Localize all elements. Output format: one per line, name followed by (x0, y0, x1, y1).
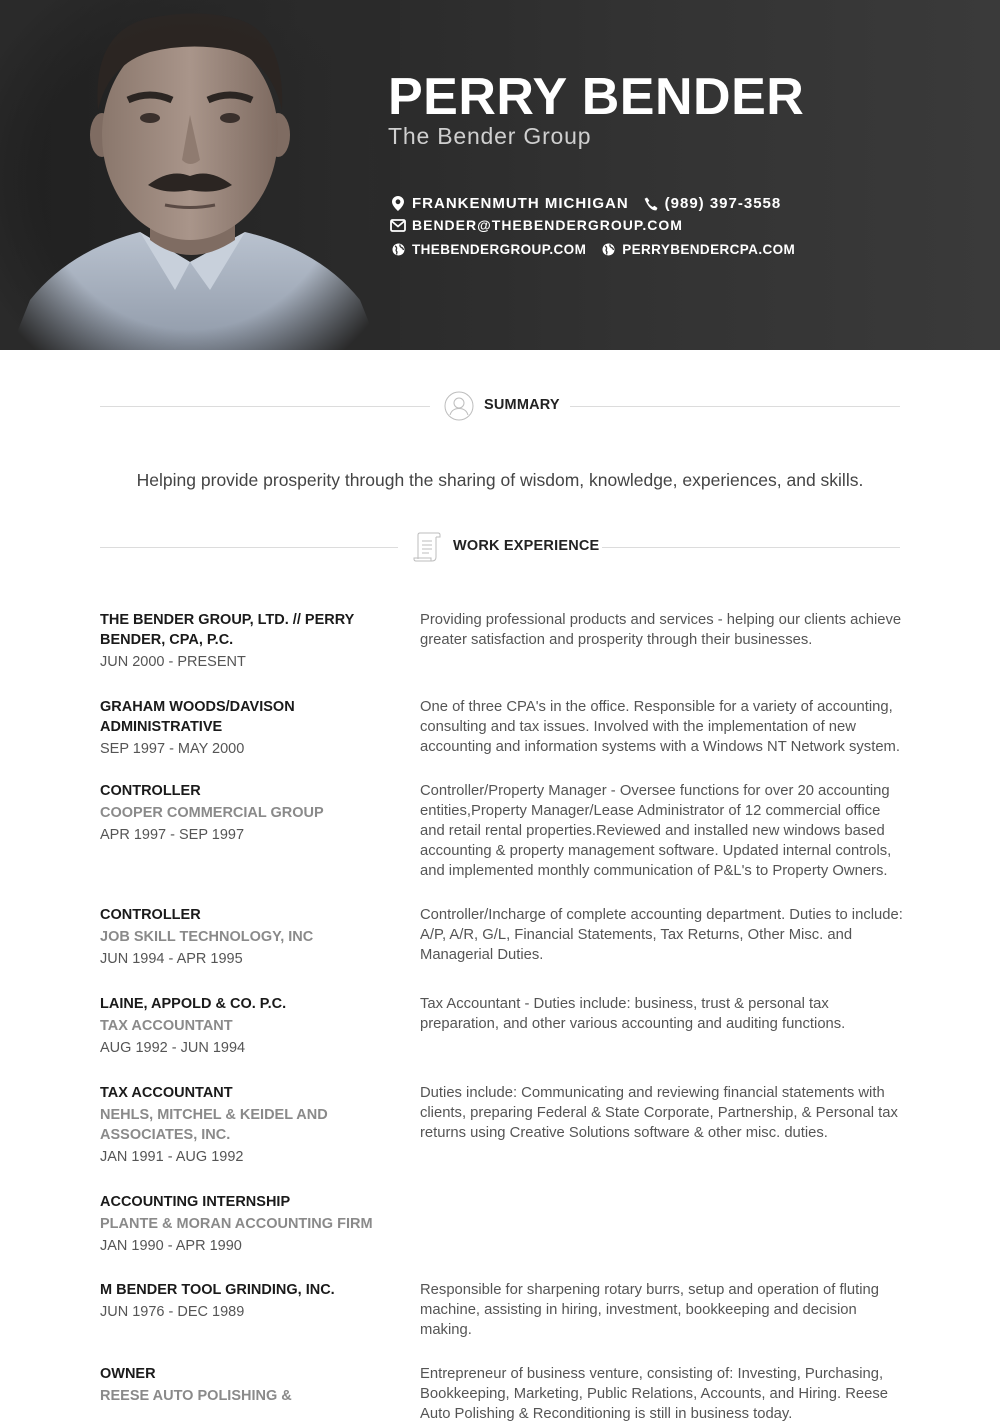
job-company: COOPER COMMERCIAL GROUP (100, 805, 324, 821)
divider-right (570, 406, 900, 407)
job-employer: LAINE, APPOLD & CO. P.C. (100, 996, 287, 1012)
job-title: OWNER (100, 1366, 156, 1382)
job-title: ACCOUNTING INTERNSHIP (100, 1194, 291, 1210)
website-link-2[interactable]: PERRYBENDERCPA.COM (622, 241, 796, 257)
job-employer: M BENDER TOOL GRINDING, INC. (100, 1282, 335, 1298)
user-icon (444, 391, 474, 421)
divider-right (602, 547, 900, 548)
profile-photo (0, 0, 400, 350)
job-description: Providing professional products and services - helping our clients achieve greater satisfaction and prosperity through their businesses. (420, 612, 902, 648)
job-title: CONTROLLER (100, 907, 201, 923)
contact-row-location-phone (390, 195, 781, 212)
job-description: One of three CPA's in the office. Responsible for a variety of accounting, consulting and tax issues. Involved with the implementation of new accounting and information systems with a Windows NT Network system. (420, 699, 900, 755)
job-dates: AUG 1992 - JUN 1994 (100, 1040, 246, 1056)
candidate-name: PERRY BENDER (388, 68, 805, 126)
envelope-icon (390, 217, 406, 233)
job-dates: JUN 2000 - PRESENT (100, 654, 246, 670)
job-dates: JUN 1994 - APR 1995 (100, 951, 243, 967)
map-pin-icon (390, 196, 406, 212)
website-link-1[interactable]: THEBENDERGROUP.COM (412, 241, 587, 257)
job-position: TAX ACCOUNTANT (100, 1018, 233, 1034)
divider-left (100, 547, 398, 548)
company-name: The Bender Group (388, 123, 592, 149)
job-company: REESE AUTO POLISHING & (100, 1388, 292, 1404)
job-description: Entrepreneur of business venture, consisting of: Investing, Purchasing, Bookkeeping, Marketing, Public Relations, Accounts, and Hiring. Reese Auto Polishing & Reconditioning is still in business today. (420, 1366, 889, 1422)
contact-row-websites (390, 241, 795, 257)
job-dates: SEP 1997 - MAY 2000 (100, 741, 245, 757)
job-description: Controller/Property Manager - Oversee functions for over 20 accounting entities,Property Manager/Lease Administrator of 12 commercial office and retail rental properties.Reviewed and installed new windows based accounting & property management software. Updated internal controls, and implemented monthly communication of P&L's to Property Owners. (420, 783, 892, 879)
job-company: NEHLS, MITCHEL & KEIDEL AND ASSOCIATES, INC. (100, 1107, 328, 1143)
job-company: PLANTE & MORAN ACCOUNTING FIRM (100, 1216, 373, 1232)
scroll-document-icon (412, 530, 442, 564)
job-description: Tax Accountant - Duties include: business, trust & personal tax preparation, and other various accounting and auditing functions. (420, 996, 846, 1032)
job-description: Duties include: Communicating and reviewing financial statements with clients, preparing Federal & State Corporate, Partnership, & Personal tax returns using Creative Solutions software & other misc. duties. (420, 1085, 898, 1141)
work-section-header (100, 527, 900, 567)
email-link[interactable]: BENDER@THEBENDERGROUP.COM (412, 217, 683, 233)
job-dates: JAN 1991 - AUG 1992 (100, 1149, 244, 1165)
globe-icon (390, 241, 406, 257)
phone-link[interactable]: (989) 397-3558 (664, 195, 782, 212)
summary-title: SUMMARY (484, 397, 560, 413)
job-dates: APR 1997 - SEP 1997 (100, 827, 245, 843)
contact-row-email (390, 217, 683, 233)
resume-header (0, 0, 1000, 350)
summary-section-header (100, 386, 900, 426)
work-experience-title: WORK EXPERIENCE (453, 538, 600, 554)
globe-icon (600, 241, 616, 257)
job-employer: THE BENDER GROUP, LTD. // PERRY BENDER, CPA, P.C. (100, 612, 355, 648)
divider-left (100, 406, 430, 407)
job-company: JOB SKILL TECHNOLOGY, INC (100, 929, 314, 945)
job-title: CONTROLLER (100, 783, 201, 799)
job-description: Responsible for sharpening rotary burrs, setup and operation of fluting machine, assisting in hiring, investment, bookkeeping and decision making. (420, 1282, 879, 1338)
job-dates: JUN 1976 - DEC 1989 (100, 1304, 245, 1320)
job-description: Controller/Incharge of complete accounting department. Duties to include: A/P, A/R, G/L, Financial Statements, Tax Returns, Other Misc. and Managerial Duties. (420, 907, 903, 963)
job-employer: GRAHAM WOODS/DAVISON ADMINISTRATIVE (100, 699, 295, 735)
location-text: FRANKENMUTH MICHIGAN (412, 195, 629, 212)
job-dates: JAN 1990 - APR 1990 (100, 1238, 242, 1254)
phone-icon (643, 196, 659, 212)
job-title: TAX ACCOUNTANT (100, 1085, 233, 1101)
summary-text: Helping provide prosperity through the sharing of wisdom, knowledge, experiences, and skills. (136, 470, 864, 490)
